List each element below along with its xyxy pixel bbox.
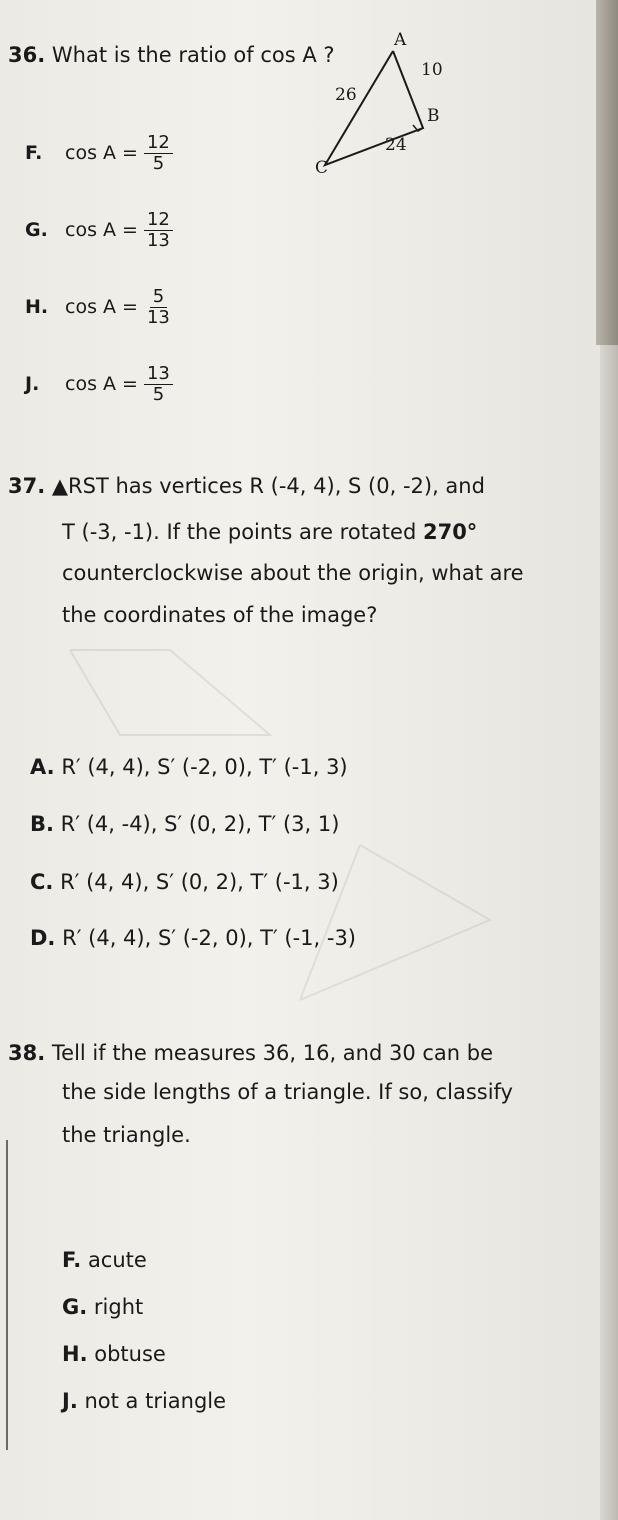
question-37-line-3: counterclockwise about the origin, what are: [62, 561, 524, 585]
option-lhs: cos A =: [65, 219, 138, 242]
margin-line: [6, 1140, 8, 1450]
q38-option-f[interactable]: [62, 1248, 147, 1272]
option-text: obtuse: [94, 1342, 166, 1366]
option-text: R′ (4, 4), S′ (-2, 0), T′ (-1, 3): [61, 755, 348, 779]
q38-option-g[interactable]: [62, 1295, 143, 1319]
side-bc-label: 24: [385, 135, 407, 155]
rotation-angle: 270°: [422, 520, 478, 544]
q36-option-j[interactable]: [25, 364, 173, 405]
denominator: 13: [146, 306, 170, 328]
q37-option-a[interactable]: [30, 755, 348, 779]
fraction: [144, 210, 173, 251]
numerator: 13: [144, 364, 173, 385]
side-ab-label: 10: [421, 60, 443, 80]
triangle-figure: [305, 25, 465, 185]
numerator: 12: [144, 210, 173, 231]
question-36-number: 36.: [8, 43, 46, 67]
option-letter: D.: [30, 926, 56, 950]
question-38-line-2: the side lengths of a triangle. If so, classify: [62, 1080, 513, 1104]
question-36-prompt: [8, 42, 335, 68]
option-text: not a triangle: [84, 1389, 227, 1413]
denominator: 5: [152, 383, 165, 405]
fraction: [144, 133, 173, 174]
question-38-line-3: the triangle.: [62, 1123, 191, 1147]
option-letter: F.: [62, 1248, 82, 1272]
option-lhs: cos A =: [65, 142, 138, 165]
option-letter: H.: [62, 1342, 88, 1366]
bleed-through-lines: [60, 640, 280, 750]
q37-option-d[interactable]: [30, 926, 356, 950]
option-text: R′ (4, 4), S′ (-2, 0), T′ (-1, -3): [62, 926, 356, 950]
q36-option-f[interactable]: [25, 133, 173, 174]
vertex-b-label: B: [427, 106, 440, 126]
option-text: R′ (4, 4), S′ (0, 2), T′ (-1, 3): [60, 870, 339, 894]
vertex-a-label: A: [394, 30, 407, 50]
denominator: 13: [146, 229, 170, 251]
fraction: [144, 287, 173, 328]
numerator: 5: [150, 287, 167, 308]
option-letter: F.: [25, 142, 43, 165]
option-letter: J.: [62, 1389, 78, 1413]
option-letter: C.: [30, 870, 54, 894]
page-edge: [600, 345, 618, 1520]
question-36-text: What is the ratio of cos A ?: [51, 43, 335, 67]
option-letter: J.: [25, 373, 40, 396]
vertex-c-label: C: [315, 158, 329, 178]
q36-option-g[interactable]: [25, 210, 173, 251]
question-37-line-2: [62, 520, 477, 544]
bleed-through-triangle: [300, 835, 500, 1005]
option-text: R′ (4, -4), S′ (0, 2), T′ (3, 1): [60, 812, 340, 836]
side-ac-label: 26: [335, 85, 357, 105]
question-38-text-1: Tell if the measures 36, 16, and 30 can be: [51, 1041, 494, 1065]
option-text: right: [93, 1295, 144, 1319]
option-letter: G.: [62, 1295, 88, 1319]
q38-option-h[interactable]: [62, 1342, 166, 1366]
option-text: acute: [87, 1248, 147, 1272]
question-37-text-2a: T (-3, -1). If the points are rotated: [62, 520, 423, 544]
question-38-line-1: [8, 1041, 493, 1065]
question-38-number: 38.: [8, 1041, 46, 1065]
question-37-line-4: the coordinates of the image?: [62, 603, 378, 627]
option-letter: G.: [25, 219, 48, 242]
option-letter: H.: [25, 296, 49, 319]
q38-option-j[interactable]: [62, 1389, 226, 1413]
option-lhs: cos A =: [65, 373, 138, 396]
q36-option-h[interactable]: [25, 287, 173, 328]
question-37-line-1: [8, 474, 485, 498]
question-37-number: 37.: [8, 474, 46, 498]
page-edge-shadow: [596, 0, 618, 345]
option-letter: A.: [30, 755, 55, 779]
option-lhs: cos A =: [65, 296, 138, 319]
question-37-text-1: ▲RST has vertices R (-4, 4), S (0, -2), and: [51, 474, 485, 498]
q37-option-b[interactable]: [30, 812, 339, 836]
option-letter: B.: [30, 812, 54, 836]
fraction: [144, 364, 173, 405]
numerator: 12: [144, 133, 173, 154]
denominator: 5: [152, 152, 165, 174]
q37-option-c[interactable]: [30, 870, 339, 894]
